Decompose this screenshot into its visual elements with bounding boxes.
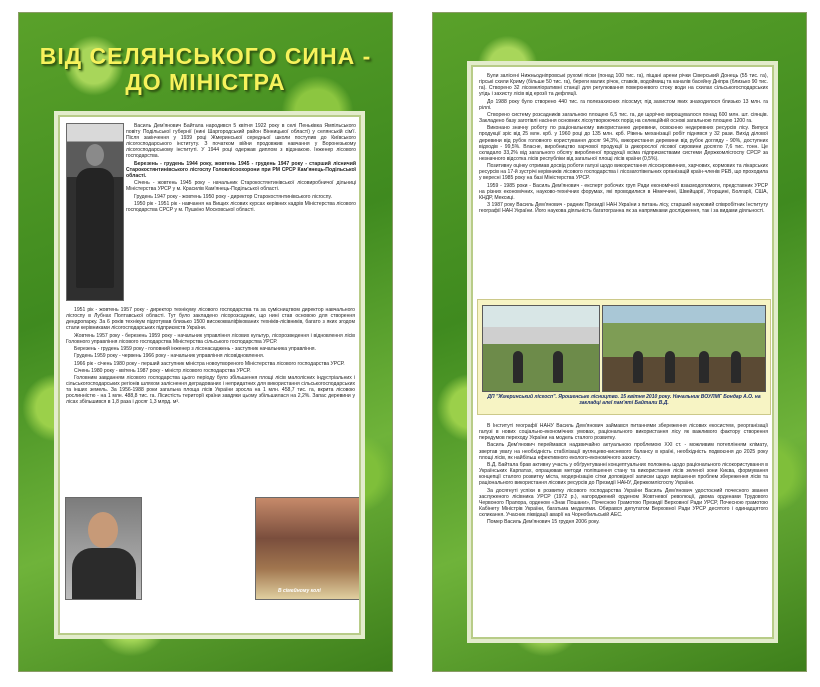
right-content-card [471,65,774,639]
bio-paragraph: 1966 рік - січень 1980 року - перший заступник міністра новоутвореного Міністерства лісового господарства УРСР. [74,360,345,367]
family-photo-caption: В сімейному колі [278,588,321,594]
title-line-1: ВІД СЕЛЯНСЬКОГО СИНА - [39,43,372,69]
right-panel [432,12,807,672]
text-paragraph: Були залісені Нижньодніпровські рухомі піски (понад 100 тис. га), піщані арени річки Сіверський Донець (55 тис. га), гірські схили Криму (більше 50 тис. га), береги малих річок, ставків, водоймищ та каналів басейну Дніпра (близько 90 тис. га). Створено 32 лісомеліоративні станції для регулювання поверхневого стоку води на схилах сільськогосподарських угідь і захисту лісів від ерозії та дефляції. [479,73,768,98]
bio-paragraph: Жовтень 1957 року - березень 1959 року - начальник управління лісових культур, лісорозведення і відновлення лісів Головного управління лісового господарства Міністерства сільського господарства УРСР. [66,332,355,345]
page-title [19,43,392,95]
bio-paragraph: Головним завданням лісового господарства цього періоду було збільшення площі лісів малолісних індустріальних і сільськогосподарських регіонів шляхом заліснення деградованих і непридатних для використання сільськогосподарських та інших земель. За 1956-1988 роки загальна площа лісів України зросла на 1 млн. 458,7 тис. га, вкрита лісовою рослинністю - на 1 млн. 488,8 тис. га. Лісистість території країни завдяки цьому збільшилася на 2,2%. Запас деревини у лісах збільшився в 1,8 раза і досяг 1,3 млрд. м³. [66,375,355,406]
title-line-2: ДО МІНІСТРА [125,69,286,95]
bio-paragraph: 1951 рік - жовтень 1957 року - директор технікуму лісового господарства та за сумісництвом директор навчального лісгоспу в Лубнах Полтавської області. Тут було закладено лісорозсадник, що нині став основою для створення дендропарку. За 6 років технікум підготував близько 1500 висококваліфікованих техніків-лісівників, багато з яких згодом стали керівниками лісогосподарських підприємств України. [66,307,355,332]
biography-side-text [126,123,356,214]
text-paragraph: За досягнуті успіхи в розвитку лісового господарства України Василь Дем'янович удостоєний почесного звання заслуженого лісівника УРСР (1972 р.), нагороджений орденом Жовтневої революції, двома орденами Трудового Червоного Прапора, орденом «Знак Пошани», Почесною Грамотою Президії Верховної Ради УРСР, Почесною грамотою Кабінету Міністрів України, багатьма медалями. Обирався депутатом Верховної Ради УРСР десятого і одинадцятого скликання. Учасник ліквідації аварії на Чорнобильській АЕС. [479,487,768,518]
text-paragraph: Виконано значну роботу по раціональному використанню деревини, освоєнню недеревних ресурсів лісу. Випуск продукції зріс від 25 млн. крб. у 1960 році до 135 млн. крб. Рівень механізації робіт піднявся у 32 рази. Вихід ділової деревини від рубок головного користування досяг 94,3%, використання деревини від рубок догляду - 90%, доступних відходів - 99,5%. Власне, виробництво харчової продукції із дикорослої лісової сировини досягло 7,6 тис. тонн. Це складало 33,2% від загального обсягу виробленої продукції всіма підприємствами системи Держкомлісгоспу СРСР за незначного відсотка лісів республіки від загальної площі лісів країни (0,5%). [479,125,768,162]
text-paragraph: В.Д. Байтала брав активну участь у обґрунтуванні концептуальних положень щодо раціонального лісокористування в Українських Карпатах, опрацював методи поліпшення стану та використання лісів зеленої зони Києва, формування концепції сталого розвитку міста, модернізацію сітки доповідної записки щодо вирішення проблем збереження лісів та раціонального використання лісових ресурсів до Президії НАНУ, Держкомлісгоспу України. [479,461,768,487]
portrait-photo-military [66,123,124,301]
text-paragraph: З 1987 року Василь Дем'янович - радник Президії НАН України з питань лісу, старший науковий співробітник Інституту географії НАН України. Його наукова діяльність багатогранна як за напрямками дослідження, так і за видами діяльності. [479,202,768,215]
bio-paragraph: 1950 рік - 1951 рік - навчання на Вищих лісових курсах керівних кадрів Міністерства лісового господарства СРСР у м. Пушкіно Московської області. [126,200,356,213]
bio-paragraph: Грудень 1959 року - червень 1966 року - начальник управління лісовідновлення. [74,353,265,360]
bio-paragraph: Грудень 1947 року - жовтень 1950 року - директор Старокостянтинівського лісгоспу. [134,193,332,200]
achievements-text [479,73,768,215]
bio-paragraph: Січень 1980 року - квітень 1987 року - міністр лісового господарства УРСР. [74,367,251,374]
portrait-photo [65,497,142,600]
text-paragraph: Позитивну оцінку отримав досвід роботи галузі щодо використання лісосировинних, харчових, кормових та лікарських ресурсів на 17-й зустрічі керівників лісового господарства і лісозаготівельних організацій країн-членів РЕВ, що проходила у вересні 1985 року на базі Міністерства УРСР. [479,163,768,182]
family-photo [255,497,361,600]
photo-collage [477,299,771,415]
bio-paragraph: Січень - жовтень 1945 року - начальник Старокостянтинівської лісовиробничої дільниці Міністерства УРСР у м. Красилів Кам'янець-Подільської області. [126,180,356,193]
bio-paragraph: Василь Дем'янович Байтала народився 5 квітня 1922 року в селі Пеньківка Ямпільського повіту Подільської губернії (нині Шаргородський район Вінницької області) у селянській сім'ї. Після закінчення у 1939 році Жмеринської середньої школи поступив до Київського лісогосподарського інституту. З початком війни продовжив навчання у Воронезькому лісогосподарському інституті. У 1944 році одержав диплом з відзнакою. Інженер лісового господарства. [126,123,356,160]
memorial-photo-1 [482,305,600,392]
text-paragraph: В Інституті географії НАНУ Василь Дем'янович займався питаннями збереження лісових екосистем, реорганізації галузі в нових соціально-економічних умовах, раціонального використання лісу як важливого фактору створення передумов переходу України на модель сталого розвитку. [479,423,768,442]
institute-text [479,423,768,526]
left-content-card [58,115,361,635]
text-paragraph: Створено систему розсадників загальною площею 6,5 тис. га, де щорічно вирощувалося понад 600 млн. шт. сіянців. Закладено базу заготівлі насіння основних лісоутворюючих порід на селекційній основі загальною площею 1200 га. [479,111,768,125]
text-paragraph: До 1988 року було створено 440 тис. га полезахисних лісосмуг, під захистом яких знаходилося близько 13 млн. га ріллі. [479,98,768,111]
biography-full-text [66,307,355,407]
photo-caption: ДП "Жмеринський лісгосп". Ярошенське лісництво. 15 квітня 2010 року. Начальник ВОУЛМГ Бондар А.О. на закладці алеї пам'яті Байтали В.Д. [487,394,761,406]
left-panel [18,12,393,672]
memorial-photo-2 [602,305,766,392]
bio-paragraph: Березень - грудень 1959 року - головний інженер з лісонасаджень - заступник начальника управління. [74,345,316,352]
text-paragraph: 1959 - 1985 роки - Василь Дем'янович - експерт робочих груп Ради економічної взаємодопомоги, представник УРСР на різних економічних, науково-технічних форумах, які проводилися в Німеччині, Швейцарії, Угорщині, Болгарії, США, КНДР, Мексиці. [479,182,768,201]
text-paragraph: Василь Дем'янович переймався надзвичайно актуальною проблемою XXI ст. - можливим потеплінням клімату, звертав увагу на необхідність стабілізації вуглецево-кисневого балансу в країні, необхідність подвоєння до 2025 року площі лісів, як найбільш ефективного еколого-економічного захисту. [479,442,768,461]
text-paragraph: Помер Василь Дем'янович 15 грудня 2006 року. [487,519,600,526]
bio-paragraph: Березень - грудень 1944 року, жовтень 1945 - грудень 1947 року - старший лісничий Старокостянтинівського лісгоспу Головлісоохорони при РМ СРСР Кам'янець-Подільської області. [126,160,356,179]
